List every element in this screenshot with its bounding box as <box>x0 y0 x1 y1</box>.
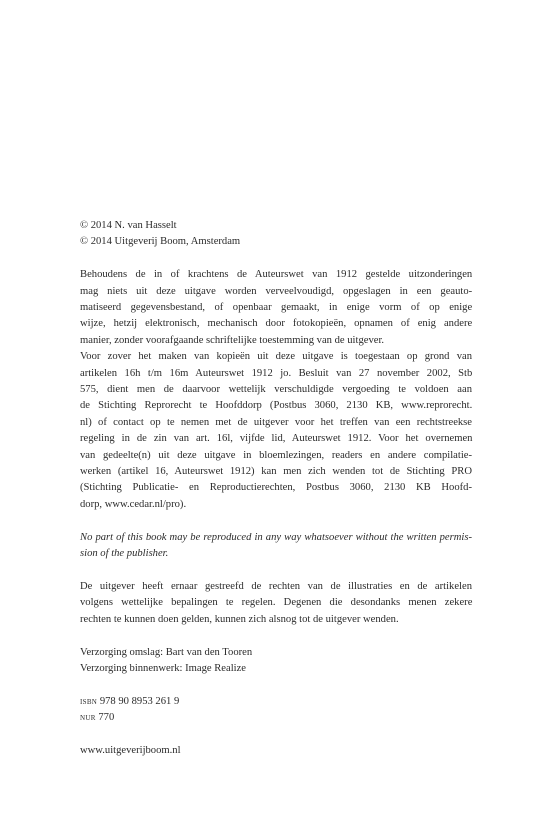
text-line: 575, dient men de daarvoor wettelijk verschuldigde vergoeding te voldoen aan <box>80 384 472 396</box>
credits-block <box>80 645 472 678</box>
text-line: nl) of contact op te nemen met de uitgever voor het treffen van een rechtstreekse <box>80 416 473 428</box>
text-line: de Stichting Reprorecht te Hoofddorp (Postbus 3060, 2130 KB, www.reprorecht. <box>80 400 473 412</box>
isbn-line <box>80 694 472 710</box>
credit-line: Verzorging omslag: Bart van den Tooren <box>80 646 253 658</box>
illustrations-notice <box>80 579 472 628</box>
legal-paragraph-1 <box>80 267 472 349</box>
text-line: regeling in de zin van art. 16l, vijfde lid, Auteurswet 1912. Voor het overnemen <box>80 433 473 445</box>
english-notice <box>80 530 472 563</box>
copyright-line: © 2014 Uitgeverij Boom, Amsterdam <box>80 236 241 248</box>
text-line: matiseerd gegevensbestand, of openbaar gemaakt, in enige vorm of op enige <box>80 302 473 314</box>
nur-line <box>80 710 472 726</box>
colophon-page <box>80 218 472 759</box>
isbn-label: isbn <box>80 695 98 707</box>
text-line: rechten te kunnen doen gelden, kunnen zich alsnog tot de uitgever wenden. <box>80 613 399 625</box>
legal-paragraph-2 <box>80 349 472 513</box>
text-line: Voor zover het maken van kopieën uit deze uitgave is toegestaan op grond van <box>80 351 472 363</box>
text-line: van gedeelte(n) uit deze uitgave in bloemlezingen, readers en andere compilatie- <box>80 449 472 461</box>
copyright-line: © 2014 N. van Hasselt <box>80 220 177 231</box>
text-line: werken (artikel 16, Auteurswet 1912) kan men zich wenden tot de Stichting PRO <box>80 466 472 478</box>
text-line: sion of the publisher. <box>80 548 169 560</box>
text-line: No part of this book may be reproduced in any way whatsoever without the written permis- <box>80 531 472 543</box>
isbn-value: 978 90 8953 261 9 <box>99 695 180 707</box>
nur-value: 770 <box>98 712 115 724</box>
identifiers-block <box>80 694 472 727</box>
text-line: dorp, www.cedar.nl/pro). <box>80 498 187 510</box>
text-line: artikelen 16h t/m 16m Auteurswet 1912 jo. Besluit van 27 november 2002, Stb <box>80 367 473 379</box>
credit-line: Verzorging binnenwerk: Image Realize <box>80 662 247 674</box>
text-line: manier, zonder voorafgaande schriftelijke toestemming van de uitgever. <box>80 334 385 346</box>
text-line: mag niets uit deze uitgave worden verveelvoudigd, opgeslagen in een geauto- <box>80 285 473 297</box>
text-line: (Stichting Publicatie- en Reproductierechten, Postbus 3060, 2130 KB Hoofd- <box>80 482 472 494</box>
text-line: De uitgever heeft ernaar gestreefd de rechten van de illustraties en de artikelen <box>80 580 472 592</box>
text-line: volgens wettelijke bepalingen te regelen. Degenen die desondanks menen zekere <box>80 597 473 609</box>
copyright-block <box>80 218 472 251</box>
text-line: Behoudens de in of krachtens de Auteurswet van 1912 gestelde uitzonderingen <box>80 269 473 281</box>
text-line: wijze, hetzij elektronisch, mechanisch door fotokopieën, opnamen of enig andere <box>80 318 473 330</box>
nur-label: nur <box>80 712 96 724</box>
website-block <box>80 743 472 759</box>
publisher-website: www.uitgeverijboom.nl <box>80 744 181 756</box>
